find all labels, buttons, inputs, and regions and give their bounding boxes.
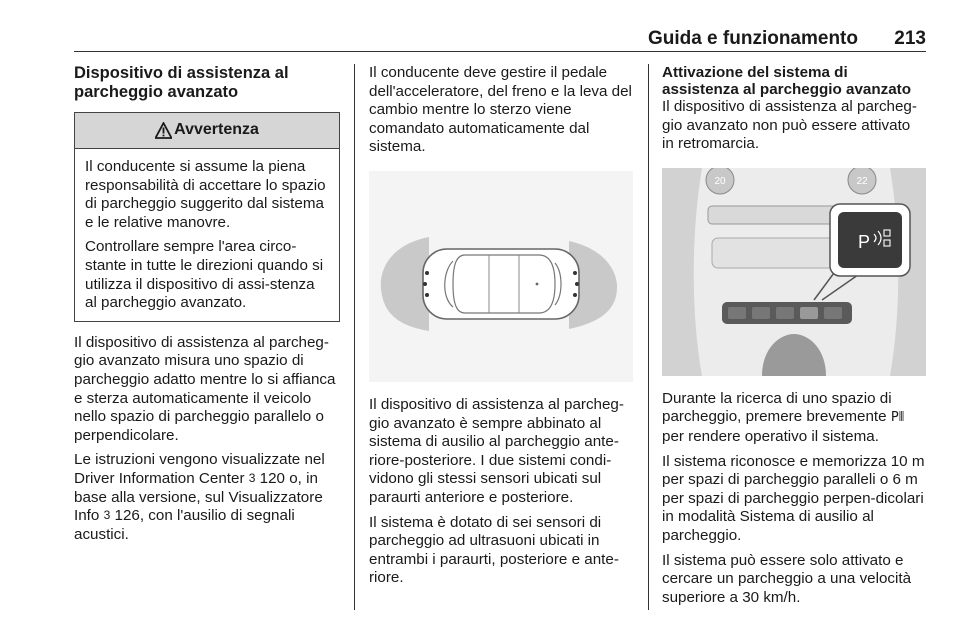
body-text: Durante la ricerca di uno spazio di parcheggio, premere brevemente xyxy=(662,389,892,426)
cross-reference-icon[interactable]: 3 xyxy=(248,470,256,485)
body-paragraph xyxy=(662,390,926,447)
body-paragraph: Il dispositivo di assistenza al parcheg-gio avanzato non può essere attivato in retromarcia. xyxy=(662,98,917,153)
body-paragraph: Il dispositivo di assistenza al parcheg-gio avanzato misura uno spazio di parcheggio adatto mentre lo si affianca e sterza automaticamente il veicolo nello spazio di parcheggio parallelo o perpendicolare. xyxy=(74,333,336,444)
body-paragraph xyxy=(74,451,340,544)
parking-assist-button-icon: P⦀ xyxy=(890,410,905,426)
body-paragraph: Il sistema riconosce e memorizza 10 m per spazi di parcheggio paralleli o 6 m per spazi di parcheggio perpen-dicolari in modalità Sistema di ausilio al parcheggio. xyxy=(662,452,925,544)
body-text: 126, con l'ausilio di segnali acustici. xyxy=(74,507,295,543)
warning-header xyxy=(75,113,339,149)
car-top-view-illustration xyxy=(369,171,633,382)
column-divider xyxy=(354,64,355,610)
column-1 xyxy=(74,64,340,550)
knob-left-label: 20 xyxy=(714,175,726,187)
warning-body xyxy=(75,149,339,321)
knob-right-label: 22 xyxy=(856,175,868,187)
parking-button-label: P xyxy=(858,231,871,252)
center-console-illustration xyxy=(662,168,926,376)
parking-assist-button-callout xyxy=(830,204,910,276)
climate-knob-right-icon xyxy=(848,168,876,194)
warning-text: Controllare sempre l'area circo-stante in tutte le direzioni quando si utilizza il dispositivo di assi-stenza al parcheggio avanzato. xyxy=(85,238,324,312)
climate-knob-left-icon xyxy=(706,168,734,194)
column-divider xyxy=(648,64,649,610)
body-paragraph: Il sistema può essere solo attivato e cercare un parcheggio a una velocità superiore a 30 km/h. xyxy=(662,551,912,606)
warning-text: Il conducente si assume la piena responsabilità di accettare lo spazio di parcheggio suggerito dal sistema e le relative manovre. xyxy=(85,158,326,231)
warning-triangle-icon xyxy=(155,122,172,139)
header-title: Guida e funzionamento xyxy=(647,28,858,49)
body-text: per rendere operativo il sistema. xyxy=(662,427,879,445)
warning-box xyxy=(74,112,340,322)
page-header xyxy=(74,26,926,52)
column-2 xyxy=(369,64,633,594)
car-body-icon xyxy=(423,249,579,319)
subsection-title: Attivazione del sistema di assistenza al parcheggio avanzato xyxy=(662,64,911,98)
body-paragraph: Il dispositivo di assistenza al parcheg-gio avanzato è sempre abbinato al sistema di ausilio al parcheggio ante-riore-posteriore. I due sistemi condi-vidono gli stessi sensori ubicati sul paraurti anteriore e posteriore. xyxy=(369,395,624,506)
section-title: Dispositivo di assistenza al parcheggio avanzato xyxy=(74,64,289,101)
body-paragraph: Il conducente deve gestire il pedale dell'acceleratore, del freno e la leva del cambio mentre lo sterzo viene comandato automaticamente dal sistema. xyxy=(369,64,632,156)
body-text: 120 o, in base alla versione, sul Visualizzatore Info xyxy=(74,469,323,525)
warning-label: Avvertenza xyxy=(174,121,259,139)
column-3 xyxy=(662,64,926,613)
page-number: 213 xyxy=(894,28,926,49)
body-paragraph: Il sistema è dotato di sei sensori di parcheggio ad ultrasuoni ubicati in entrambi i paraurti, posteriore e ante-riore. xyxy=(369,513,619,587)
cross-reference-icon[interactable]: 3 xyxy=(103,508,111,523)
body-text: Le istruzioni vengono visualizzate nel Driver Information Center xyxy=(74,451,325,487)
console-figure xyxy=(662,168,926,376)
parking-sensor-figure xyxy=(369,171,633,382)
